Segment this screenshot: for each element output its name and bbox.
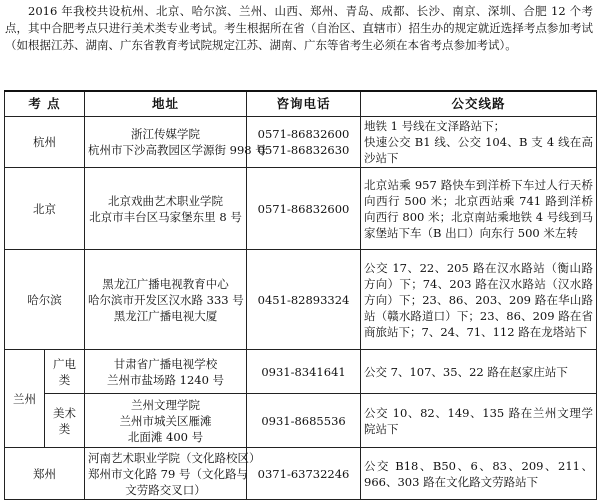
bus-lanzhou-art [361, 394, 597, 448]
address-line: 杭州市下沙高教园区学源街 998 号 [88, 143, 267, 157]
address-line: 北面滩 400 号 [127, 429, 204, 444]
table-row-harbin [5, 250, 597, 350]
city-zhengzhou: 郑州 [5, 448, 85, 500]
address-line: 河南艺术职业学院（文化路校区） [88, 450, 261, 465]
bus-hangzhou [361, 117, 597, 168]
phone-harbin [247, 250, 361, 350]
bus-line: 快速公交 B1 线、公交 104、B 支 4 线在高沙站下 [364, 135, 594, 165]
phone-line: 0571-86832600 [257, 127, 350, 141]
city-harbin: 哈尔滨 [5, 250, 85, 350]
address-hangzhou [85, 117, 267, 168]
table-row-lanzhou-art [5, 394, 597, 448]
address-line: 郑州市文化路 79 号（文化路与 [88, 466, 248, 481]
header-phone: 咨询电话 [247, 91, 361, 117]
address-line: 兰州市盐场路 1240 号 [106, 372, 225, 387]
bus-line: 地铁 1 号线在文泽路站下； [364, 119, 506, 133]
bus-line: 公交 17、22、205 路在汉水路站（衡山路方向）下；74、203 路在汉水路站（汉水路方向）下；23、86、203、209 路在华山路站（赣水路道口）下；23、86、209 路在省商旅站下；7、24、71、112 路在龙塔站下 [364, 260, 594, 339]
address-line: 北京市丰台区马家堡东里 8 号 [89, 209, 242, 224]
address-line: 北京戏曲艺术职业学院 [108, 193, 224, 208]
phone-lanzhou-broadcast [247, 350, 361, 394]
intro-text: 2016 年我校共设杭州、北京、哈尔滨、兰州、山西、郑州、青岛、成都、长沙、南京、深圳、合肥 12 个考点，其中合肥考点只进行美术类专业考试。考生根据所在省（自治区、直辖市）招生办的规定就近选择考点参加考试（如根据江苏、湖南、广东省教育考试院规定江苏、湖南、广东等省考生必须在本省考点参加考试）。 [5, 4, 593, 52]
table-row-beijing [5, 168, 597, 250]
address-line: 甘肃省广播电视学校 [113, 356, 218, 371]
address-line: 文劳路交叉口） [125, 482, 206, 497]
address-beijing [85, 168, 247, 250]
phone-line: 0571-86832600 [257, 201, 350, 216]
address-line: 哈尔滨市开发区汉水路 333 号 [88, 292, 244, 307]
city-lanzhou: 兰州 [5, 350, 45, 448]
address-lanzhou-broadcast [85, 350, 247, 394]
bus-harbin [361, 250, 597, 350]
phone-line: 0571-86832630 [257, 143, 350, 157]
address-line: 黑龙江广播电视教育中心 [102, 276, 229, 291]
city-beijing: 北京 [5, 168, 85, 250]
table-row-hangzhou [5, 117, 597, 168]
table-row-lanzhou-broadcast [5, 350, 597, 394]
address-line: 浙江传媒学院 [131, 127, 201, 141]
phone-beijing [247, 168, 361, 250]
intro-paragraph [5, 3, 593, 54]
header-address: 地址 [85, 91, 247, 117]
header-bus: 公交线路 [361, 91, 597, 117]
phone-lanzhou-art [247, 394, 361, 448]
phone-line: 0931-8341641 [261, 364, 346, 379]
city-hangzhou: 杭州 [5, 117, 85, 168]
bus-line: 北京站乘 957 路快车到洋桥下车过人行天桥向西行 500 米；北京西站乘 741 路到洋桥向西行 800 米；北京南站乘地铁 4 号线到马家堡站下车（B 出口）向东行 500 米左转 [364, 177, 594, 240]
bus-beijing [361, 168, 597, 250]
table-header-row [5, 91, 597, 117]
address-harbin [85, 250, 247, 350]
bus-line: 公交 B18、B50、6、83、209、211、966、303 路在文化路文劳路站下 [364, 458, 594, 489]
category-broadcast: 广电类 [45, 350, 85, 394]
phone-line: 0451-82893324 [257, 292, 350, 307]
header-city: 考 点 [5, 91, 85, 117]
bus-line: 公交 10、82、149、135 路在兰州文理学院站下 [364, 405, 594, 436]
phone-hangzhou [247, 117, 361, 168]
address-line: 黑龙江广播电视大厦 [113, 308, 218, 323]
category-art: 美术类 [45, 394, 85, 448]
address-line: 兰州文理学院 [131, 397, 201, 412]
bus-line: 公交 7、107、35、22 路在赵家庄站下 [364, 364, 568, 379]
phone-line: 0371-63732246 [257, 466, 350, 481]
address-lanzhou-art [85, 394, 247, 448]
exam-sites-table [4, 90, 597, 500]
phone-line: 0931-8685536 [261, 413, 346, 428]
bus-lanzhou-broadcast [361, 350, 597, 394]
address-line: 兰州市城关区雁滩 [119, 413, 212, 428]
